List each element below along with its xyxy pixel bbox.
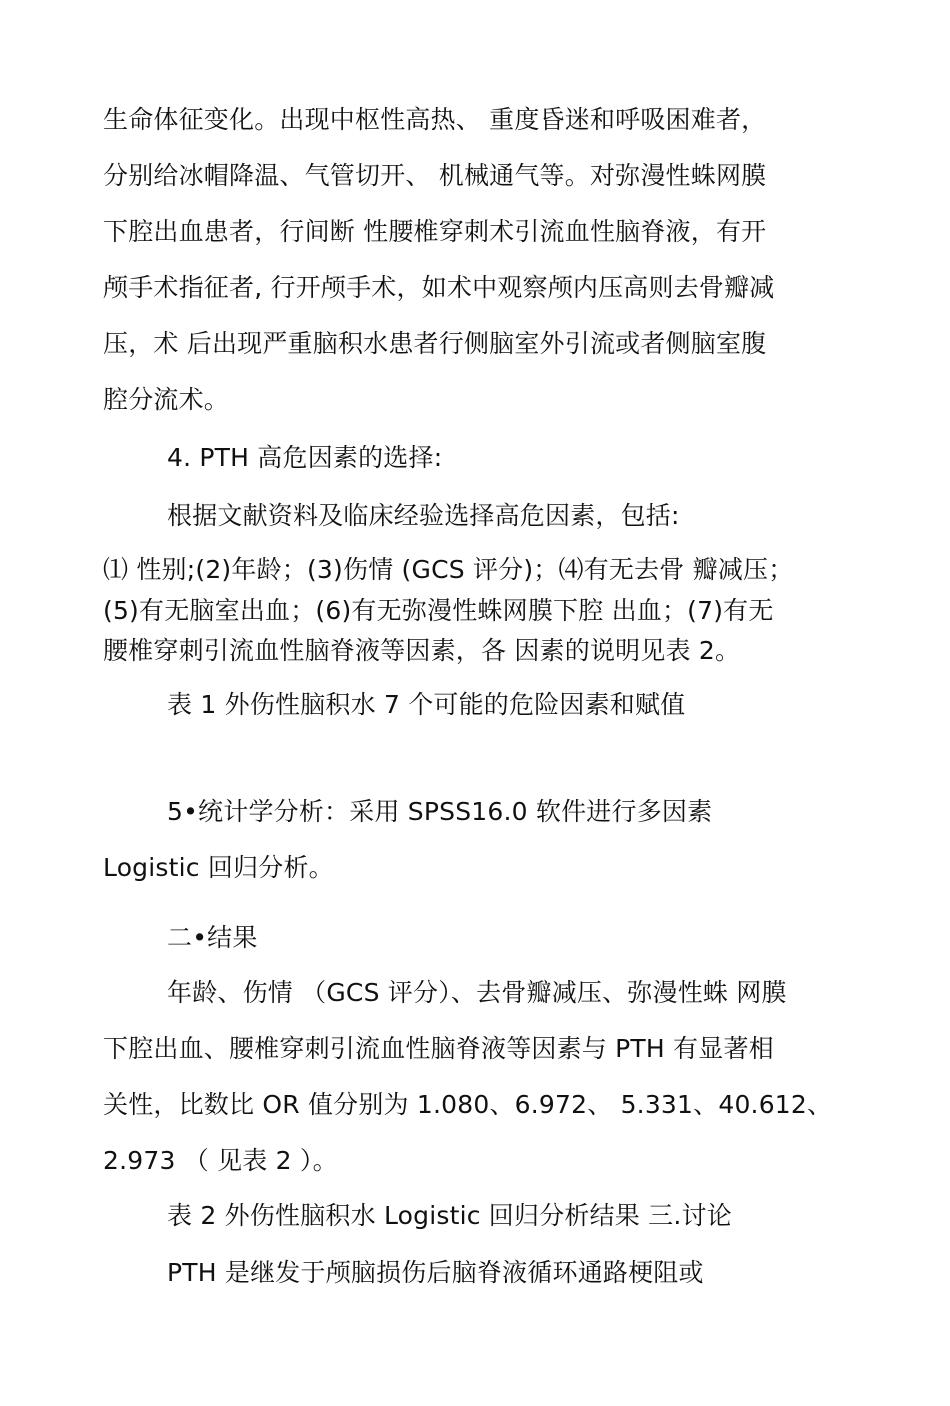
paragraph-line: 5•统计学分析：采用 SPSS16.0 软件进行多因素 — [167, 797, 713, 826]
paragraph-line: 下腔出血、腰椎穿刺引流血性脑脊液等因素与 PTH 有显著相 — [103, 1034, 774, 1063]
paragraph-line: Logistic 回归分析。 — [103, 853, 334, 882]
paragraph-line: 分别给冰帽降温、气管切开、 机械通气等。对弥漫性蛛网膜 — [103, 161, 767, 190]
table-caption: 表 1 外伤性脑积水 7 个可能的危险因素和赋值 — [167, 690, 686, 719]
paragraph-line: 根据文献资料及临床经验选择高危因素，包括: — [167, 501, 680, 530]
paragraph-line: 下腔出血患者，行间断 性腰椎穿刺术引流血性脑脊液，有开 — [103, 217, 767, 246]
paragraph-line: 腔分流术。 — [103, 385, 230, 414]
paragraph-line: 年龄、伤情 （GCS 评分）、去骨瓣减压、弥漫性蛛 网膜 — [167, 978, 787, 1007]
table-caption: 表 2 外伤性脑积水 Logistic 回归分析结果 三.讨论 — [167, 1201, 732, 1230]
section-heading: 二•结果 — [167, 923, 258, 952]
paragraph-line: PTH 是继发于颅脑损伤后脑脊液循环通路梗阻或 — [167, 1258, 704, 1287]
factor-line: (5)有无脑室出血；(6)有无弥漫性蛛网膜下腔 出血；(7)有无 — [103, 596, 774, 625]
paragraph-line: 关性，比数比 OR 值分别为 1.080、6.972、 5.331、40.612、 — [103, 1090, 833, 1119]
paragraph-line: 生命体征变化。出现中枢性高热、 重度昏迷和呼吸困难者， — [103, 105, 767, 134]
factor-line: 腰椎穿刺引流血性脑脊液等因素，各 因素的说明见表 2。 — [103, 636, 741, 665]
paragraph-line: 2.973 （ 见表 2 ）。 — [103, 1146, 338, 1175]
paragraph-line: 颅手术指征者, 行开颅手术，如术中观察颅内压高则去骨瓣减 — [103, 273, 775, 302]
paragraph-line: 压，术 后出现严重脑积水患者行侧脑室外引流或者侧脑室腹 — [103, 329, 767, 358]
section-heading: 4. PTH 高危因素的选择: — [167, 443, 443, 472]
factor-line: ⑴ 性别;(2)年龄；(3)伤情 (GCS 评分)；⑷有无去骨 瓣减压； — [103, 555, 794, 584]
